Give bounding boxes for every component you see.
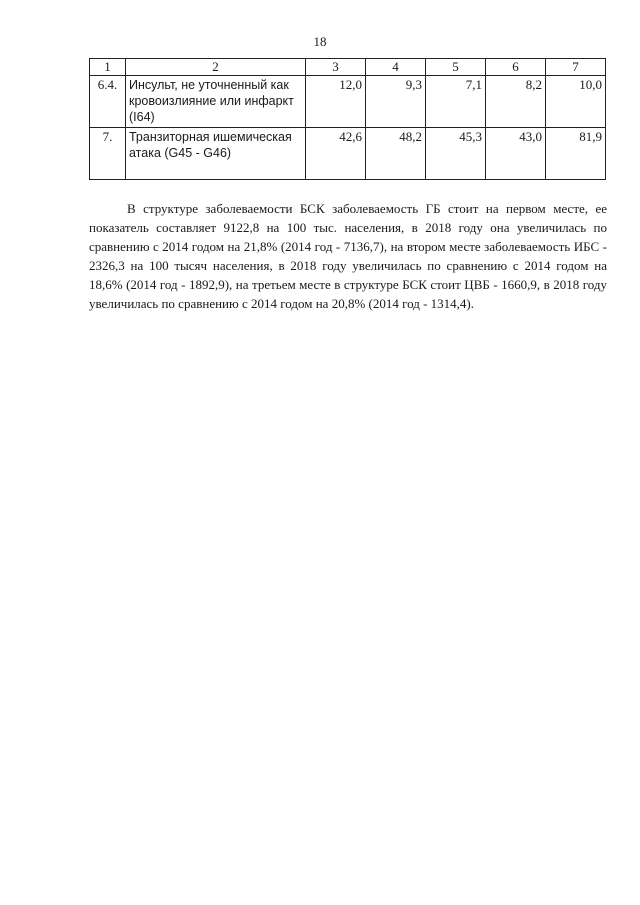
table-cell: 81,9 (546, 128, 606, 180)
table-cell: 7,1 (426, 76, 486, 128)
paragraph: В структуре заболеваемости БСК заболеваемость ГБ стоит на первом месте, ее показатель составляет 9122,8 на 100 тыс. населения, в 2018 году она увеличилась по сравнению с 2014 годом на 21,8% (2014 год - 7136,7), на втором месте заболеваемость ИБС - 2326,3 на 100 тысяч населения, в 2018 году увеличилась по сравнению с 2014 годом на 18,6% (2014 год - 1892,9), на третьем месте в структуре БСК стоит ЦВБ - 1660,9, в 2018 году увеличилась по сравнению с 2014 годом на 20,8% (2014 год - 1314,4). (89, 201, 607, 311)
column-header: 6 (486, 59, 546, 76)
body-text (89, 199, 607, 313)
table-header-row (90, 59, 606, 76)
table-cell: 12,0 (306, 76, 366, 128)
page-number: 18 (313, 34, 327, 49)
table-cell: 9,3 (366, 76, 426, 128)
row-label: Инсульт, не уточненный как кровоизлияние или инфаркт (I64) (126, 76, 306, 128)
table-cell: 42,6 (306, 128, 366, 180)
column-header: 3 (306, 59, 366, 76)
row-number: 6.4. (90, 76, 126, 128)
row-label: Транзиторная ишемическая атака (G45 - G46) (126, 128, 306, 180)
column-header: 5 (426, 59, 486, 76)
table-cell: 10,0 (546, 76, 606, 128)
column-header: 2 (126, 59, 306, 76)
row-number: 7. (90, 128, 126, 180)
column-header: 1 (90, 59, 126, 76)
column-header: 7 (546, 59, 606, 76)
column-header: 4 (366, 59, 426, 76)
table-cell: 45,3 (426, 128, 486, 180)
table-cell: 43,0 (486, 128, 546, 180)
table-row (90, 128, 606, 180)
table-cell: 8,2 (486, 76, 546, 128)
statistics-table (89, 58, 606, 180)
table-cell: 48,2 (366, 128, 426, 180)
table-row (90, 76, 606, 128)
